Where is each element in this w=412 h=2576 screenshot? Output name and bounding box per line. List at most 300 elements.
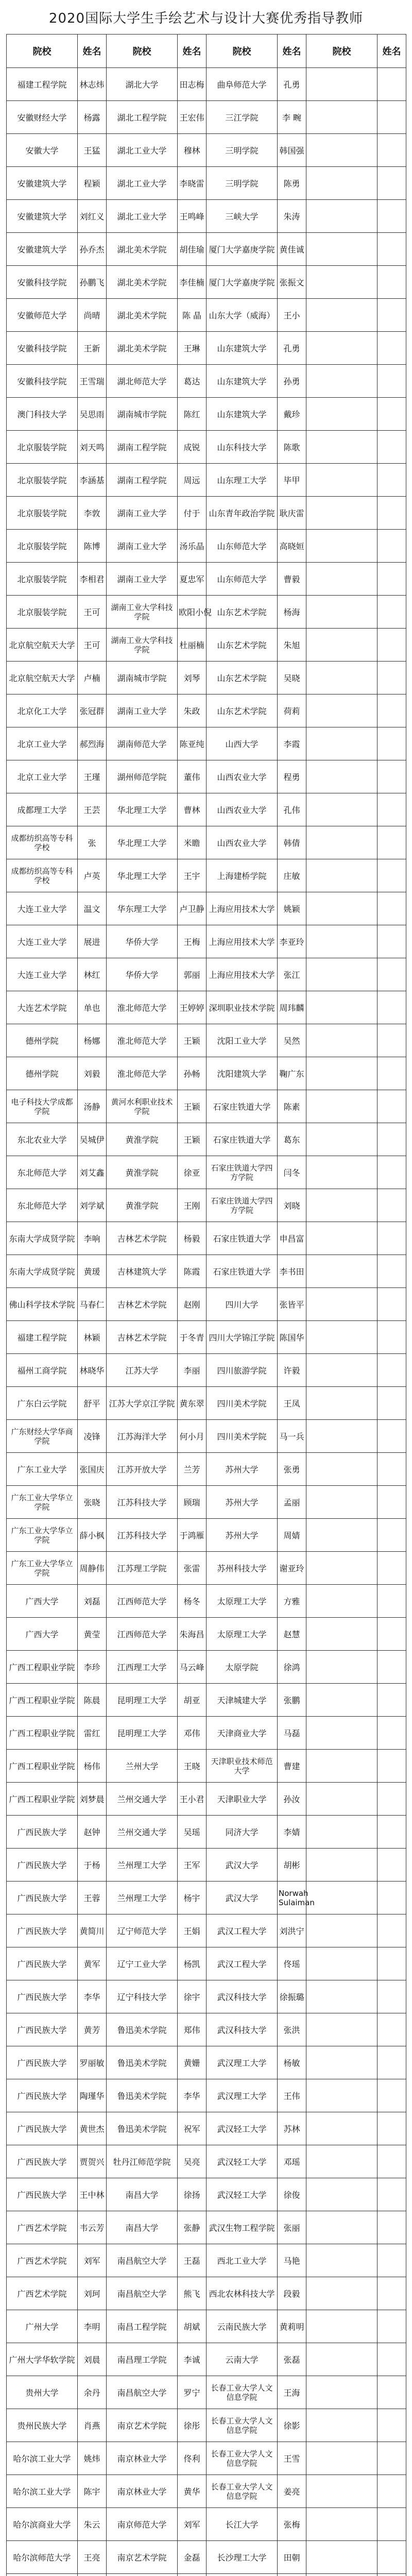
- school-cell: [306, 826, 377, 859]
- teacher-name-cell: [377, 727, 406, 760]
- school-cell: [306, 694, 377, 727]
- teacher-name-cell: 杨伟: [78, 1750, 107, 1783]
- teacher-name-cell: 朱云: [78, 2508, 107, 2541]
- school-cell: 天津职业技术师范大学: [207, 1750, 278, 1783]
- table-row: [7, 1947, 406, 1980]
- teacher-name-cell: 邓瑶: [278, 2145, 306, 2178]
- teacher-name-cell: 王伟: [278, 2079, 306, 2112]
- col-header-name: 姓名: [278, 35, 306, 68]
- teacher-name-cell: 于冬青: [178, 1321, 207, 1354]
- school-cell: 武汉理工大学: [207, 2046, 278, 2079]
- school-cell: 贵州大学: [7, 2376, 78, 2409]
- school-cell: 广西工程职业学院: [7, 1684, 78, 1717]
- school-cell: 四川美术学院: [207, 1420, 278, 1453]
- school-cell: 武汉理工大学: [207, 2079, 278, 2112]
- teacher-name-cell: 张丽: [278, 2211, 306, 2244]
- school-cell: [306, 2310, 377, 2343]
- school-cell: [306, 2013, 377, 2046]
- school-cell: 武汉轻工大学: [207, 2145, 278, 2178]
- school-cell: 北京服装学院: [7, 497, 78, 530]
- school-cell: 广西工程职业学院: [7, 1717, 78, 1750]
- teacher-name-cell: 孙勇: [278, 365, 306, 398]
- school-cell: 成都理工大学: [7, 793, 78, 826]
- school-cell: 广西大学: [7, 1585, 78, 1618]
- school-cell: 吉林艺术学院: [107, 1222, 178, 1255]
- school-cell: [306, 2244, 377, 2277]
- school-cell: [306, 1453, 377, 1486]
- teacher-name-cell: 李涵基: [78, 464, 107, 497]
- school-cell: [306, 1585, 377, 1618]
- school-cell: 长春工业大学人文信息学院: [207, 2409, 278, 2442]
- teacher-name-cell: 王娟: [178, 1914, 207, 1947]
- school-cell: 安徽科技学院: [7, 266, 78, 299]
- school-cell: [306, 1222, 377, 1255]
- school-cell: 山东建筑大学: [207, 365, 278, 398]
- school-cell: 太原学院: [207, 1651, 278, 1684]
- school-cell: 兰州理工大学: [107, 1882, 178, 1914]
- school-cell: 同济大学: [207, 1816, 278, 1849]
- teacher-name-cell: 朱旭: [278, 629, 306, 662]
- school-cell: 长春工业大学人文信息学院: [207, 2376, 278, 2409]
- teacher-name-cell: 米瞻: [178, 826, 207, 859]
- school-cell: [306, 2541, 377, 2574]
- table-row: [7, 2541, 406, 2574]
- school-cell: 广西民族大学: [7, 1849, 78, 1882]
- teacher-name-cell: [377, 1585, 406, 1618]
- school-cell: 武汉科技大学: [207, 2013, 278, 2046]
- school-cell: 安徽财经大学: [7, 101, 78, 134]
- table-row: [7, 299, 406, 332]
- school-cell: 哈尔滨工业大学: [7, 2475, 78, 2508]
- teacher-name-cell: [377, 1255, 406, 1288]
- school-cell: 南昌理工学院: [107, 2343, 178, 2376]
- school-cell: 武汉生物工程学院: [207, 2211, 278, 2244]
- school-cell: [306, 2079, 377, 2112]
- teacher-name-cell: 刘晨: [78, 2343, 107, 2376]
- school-cell: 成都纺织高等专科学校: [7, 859, 78, 892]
- school-cell: 山东艺术学院: [207, 596, 278, 629]
- table-row: [7, 629, 406, 662]
- teacher-name-cell: [377, 1882, 406, 1914]
- school-cell: 南京林业大学: [107, 2442, 178, 2475]
- school-cell: 三明学院: [207, 134, 278, 167]
- school-cell: 福建工程学院: [7, 1321, 78, 1354]
- teacher-name-cell: 孟丽: [278, 1486, 306, 1519]
- teacher-name-cell: 金磊: [178, 2541, 207, 2574]
- school-cell: 南昌大学: [107, 2178, 178, 2211]
- school-cell: 云南大学: [207, 2343, 278, 2376]
- school-cell: 武汉大学: [207, 1849, 278, 1882]
- school-cell: [306, 2376, 377, 2409]
- teacher-name-cell: 徐影: [278, 2409, 306, 2442]
- teacher-name-cell: 孙乔杰: [78, 233, 107, 266]
- school-cell: 广州大学: [7, 2310, 78, 2343]
- school-cell: 沈阳建筑大学: [207, 1057, 278, 1090]
- school-cell: 苏州大学: [207, 1486, 278, 1519]
- school-cell: 广西艺术学院: [7, 2244, 78, 2277]
- school-cell: [306, 1552, 377, 1585]
- school-cell: 湖南工程学院: [107, 464, 178, 497]
- teacher-name-cell: [377, 233, 406, 266]
- school-cell: 东南大学成贤学院: [7, 1255, 78, 1288]
- school-cell: 湖北工程学院: [107, 101, 178, 134]
- table-row: [7, 826, 406, 859]
- teacher-name-cell: [377, 431, 406, 464]
- teacher-name-cell: 李丽: [178, 1354, 207, 1387]
- school-cell: 湖南工业大学: [107, 497, 178, 530]
- table-row: [7, 68, 406, 101]
- teacher-name-cell: [377, 1849, 406, 1882]
- school-cell: [306, 431, 377, 464]
- school-cell: [306, 1651, 377, 1684]
- school-cell: 南昌工程学院: [107, 2310, 178, 2343]
- table-row: [7, 662, 406, 694]
- teacher-name-cell: 欧阳小倪: [178, 596, 207, 629]
- teacher-name-cell: 黄东翠: [178, 1387, 207, 1420]
- school-cell: 山东艺术学院: [207, 629, 278, 662]
- teacher-name-cell: 吴晓: [278, 662, 306, 694]
- teacher-name-cell: 闫冬: [278, 1156, 306, 1189]
- teacher-name-cell: 郑伟: [178, 2013, 207, 2046]
- teacher-name-cell: [377, 68, 406, 101]
- teacher-name-cell: 李诚: [178, 2343, 207, 2376]
- teacher-name-cell: 孔伟: [278, 793, 306, 826]
- teacher-name-cell: [377, 1354, 406, 1387]
- teacher-name-cell: 李婧: [278, 1816, 306, 1849]
- teacher-name-cell: 佟瑶: [278, 1947, 306, 1980]
- teacher-name-cell: 佟利: [178, 2442, 207, 2475]
- school-cell: [306, 1519, 377, 1552]
- school-cell: 广西艺术学院: [7, 2277, 78, 2310]
- school-cell: 石家庄铁道大学: [207, 1123, 278, 1156]
- school-cell: 石家庄铁道大学四方学院: [207, 1189, 278, 1222]
- teacher-name-cell: 王雪瑞: [78, 365, 107, 398]
- teacher-name-cell: 兰芳: [178, 1453, 207, 1486]
- teacher-name-cell: 胡亚: [178, 1684, 207, 1717]
- col-header-school: 院校: [7, 35, 78, 68]
- school-cell: [306, 530, 377, 563]
- school-cell: 南京师范大学: [107, 2508, 178, 2541]
- school-cell: [306, 1288, 377, 1321]
- teacher-name-cell: 夏忠军: [178, 563, 207, 596]
- school-cell: 厦门大学嘉庚学院: [207, 266, 278, 299]
- school-cell: 贵州民族大学: [7, 2409, 78, 2442]
- teacher-name-cell: 朱政: [178, 694, 207, 727]
- school-cell: [306, 1618, 377, 1651]
- table-row: [7, 1222, 406, 1255]
- school-cell: 澳门科技大学: [7, 398, 78, 431]
- teacher-name-cell: 林红: [78, 958, 107, 991]
- school-cell: 大连工业大学: [7, 925, 78, 958]
- table-row: [7, 464, 406, 497]
- school-cell: 北京服装学院: [7, 563, 78, 596]
- school-cell: 湖南工业大学: [107, 563, 178, 596]
- school-cell: 江苏大学京江学院: [107, 1387, 178, 1420]
- teacher-name-cell: 舒平: [78, 1387, 107, 1420]
- school-cell: 安徽科技学院: [7, 332, 78, 365]
- teacher-name-cell: 陈宇: [78, 2475, 107, 2508]
- teacher-name-cell: [377, 2211, 406, 2244]
- school-cell: 江苏科技大学: [107, 1486, 178, 1519]
- teacher-name-cell: 张勇: [278, 1453, 306, 1486]
- teacher-name-cell: 王军: [178, 1849, 207, 1882]
- school-cell: 广西民族大学: [7, 1816, 78, 1849]
- teacher-name-cell: 王宇: [178, 859, 207, 892]
- school-cell: 山西农业大学: [207, 760, 278, 793]
- school-cell: [306, 1024, 377, 1057]
- school-cell: 石家庄铁道大学: [207, 1090, 278, 1123]
- teacher-name-cell: 罗丽敏: [78, 2046, 107, 2079]
- teacher-name-cell: 王新: [78, 332, 107, 365]
- school-cell: 华北理工大学: [107, 793, 178, 826]
- teacher-name-cell: [377, 596, 406, 629]
- teacher-name-cell: [377, 1420, 406, 1453]
- table-row: [7, 1750, 406, 1783]
- teacher-name-cell: 王晓: [178, 1750, 207, 1783]
- school-cell: 福州工商学院: [7, 1354, 78, 1387]
- school-cell: 湖南工业大学: [107, 694, 178, 727]
- table-row: [7, 1354, 406, 1387]
- teacher-name-cell: 林晓华: [78, 1354, 107, 1387]
- teacher-name-cell: 毕甲: [278, 464, 306, 497]
- teacher-name-cell: [377, 332, 406, 365]
- school-cell: 大连工业大学: [7, 958, 78, 991]
- teacher-name-cell: [377, 892, 406, 925]
- school-cell: 江苏理工学院: [107, 1552, 178, 1585]
- school-cell: [306, 1090, 377, 1123]
- teacher-name-cell: 刘磊: [78, 1585, 107, 1618]
- teacher-name-cell: [377, 167, 406, 200]
- teacher-name-cell: 黄军: [78, 1947, 107, 1980]
- teacher-name-cell: 孔勇: [278, 68, 306, 101]
- school-cell: 厦门大学嘉庚学院: [207, 233, 278, 266]
- school-cell: 兰州大学: [107, 1750, 178, 1783]
- table-row: [7, 2244, 406, 2277]
- table-row: [7, 1618, 406, 1651]
- teacher-name-cell: 王中林: [78, 2178, 107, 2211]
- teacher-name-cell: [377, 1552, 406, 1585]
- school-cell: 武汉轻工大学: [207, 2178, 278, 2211]
- table-row: [7, 1387, 406, 1420]
- table-row: [7, 1420, 406, 1453]
- school-cell: 广东白云学院: [7, 1387, 78, 1420]
- teacher-name-cell: 张: [78, 826, 107, 859]
- teacher-name-cell: 孙汝: [278, 1783, 306, 1816]
- table-row: [7, 2046, 406, 2079]
- teacher-name-cell: 周婧: [278, 1519, 306, 1552]
- school-cell: 大连工业大学: [7, 892, 78, 925]
- teacher-name-cell: 刘天鸣: [78, 431, 107, 464]
- school-cell: 昆明理工大学: [107, 1684, 178, 1717]
- school-cell: 大连艺术学院: [7, 991, 78, 1024]
- teacher-name-cell: 汤静: [78, 1090, 107, 1123]
- teacher-name-cell: 马艳: [278, 2244, 306, 2277]
- teacher-name-cell: 王海: [278, 2376, 306, 2409]
- school-cell: 江西师范大学: [107, 1585, 178, 1618]
- teacher-name-cell: 马云峰: [178, 1651, 207, 1684]
- teacher-name-cell: 郭丽: [178, 958, 207, 991]
- teacher-name-cell: [278, 2574, 306, 2576]
- school-cell: 沈阳工业大学: [207, 1024, 278, 1057]
- teacher-name-cell: 黄莉明: [278, 2310, 306, 2343]
- school-cell: 德州学院: [7, 1057, 78, 1090]
- table-row: [7, 1123, 406, 1156]
- school-cell: 上海应用技术大学: [207, 958, 278, 991]
- teacher-name-cell: [377, 2277, 406, 2310]
- teacher-name-cell: 杨宇: [178, 1882, 207, 1914]
- school-cell: [306, 1684, 377, 1717]
- school-cell: 广东财经大学华商学院: [7, 1420, 78, 1453]
- school-cell: 三峡大学: [207, 200, 278, 233]
- teacher-name-cell: [377, 2409, 406, 2442]
- table-row: [7, 2145, 406, 2178]
- school-cell: [306, 1189, 377, 1222]
- school-cell: 四川大学: [207, 1288, 278, 1321]
- school-cell: [306, 1387, 377, 1420]
- teacher-name-cell: 邓伟: [178, 1717, 207, 1750]
- teacher-name-cell: 吴思雨: [78, 398, 107, 431]
- table-body: [7, 68, 406, 2576]
- teacher-name-cell: 李亚玲: [278, 925, 306, 958]
- school-cell: 广西民族大学: [7, 2145, 78, 2178]
- school-cell: 太原理工大学: [207, 1618, 278, 1651]
- school-cell: [306, 793, 377, 826]
- school-cell: 武汉大学: [207, 1882, 278, 1914]
- table-row: [7, 2277, 406, 2310]
- teacher-name-cell: 吴瑶: [178, 1816, 207, 1849]
- school-cell: 华北理工大学: [107, 826, 178, 859]
- teacher-name-cell: 曹毅: [278, 563, 306, 596]
- school-cell: 石家庄铁道大学四方学院: [207, 1156, 278, 1189]
- table-row: [7, 1980, 406, 2013]
- school-cell: 北京工业大学: [7, 727, 78, 760]
- table-row: [7, 2409, 406, 2442]
- school-cell: [306, 1882, 377, 1914]
- teacher-name-cell: [377, 1123, 406, 1156]
- school-cell: 湖南工程学院: [107, 431, 178, 464]
- teacher-name-cell: [377, 134, 406, 167]
- teacher-name-cell: 荷莉: [278, 694, 306, 727]
- teacher-name-cell: 卢英: [78, 859, 107, 892]
- table-row: [7, 958, 406, 991]
- teacher-name-cell: 于杨: [78, 1849, 107, 1882]
- teacher-name-cell: [377, 1486, 406, 1519]
- table-row: [7, 1717, 406, 1750]
- school-cell: 江苏海洋大学: [107, 1420, 178, 1453]
- table-row: [7, 1321, 406, 1354]
- school-cell: 南京林业大学: [107, 2475, 178, 2508]
- school-cell: 四川美术学院: [207, 1387, 278, 1420]
- teacher-name-cell: 刘晓: [278, 1189, 306, 1222]
- teacher-name-cell: 王磊: [178, 2244, 207, 2277]
- school-cell: 电子科技大学成都学院: [7, 1090, 78, 1123]
- table-row: [7, 1189, 406, 1222]
- school-cell: 南昌航空大学: [107, 2376, 178, 2409]
- school-cell: 湖北工业大学: [107, 134, 178, 167]
- teacher-name-cell: 徐俊: [278, 2178, 306, 2211]
- school-cell: 华侨大学: [107, 925, 178, 958]
- teacher-name-cell: 林志炜: [78, 68, 107, 101]
- teacher-name-cell: 杜丽楠: [178, 629, 207, 662]
- school-cell: 南昌航空大学: [107, 2277, 178, 2310]
- school-cell: [306, 1717, 377, 1750]
- school-cell: 安徽大学: [7, 134, 78, 167]
- school-cell: 湖北美术学院: [107, 332, 178, 365]
- school-cell: [306, 398, 377, 431]
- teacher-name-cell: 凌锋: [78, 1420, 107, 1453]
- teacher-name-cell: 田志梅: [178, 68, 207, 101]
- school-cell: 黄淮学院: [107, 1189, 178, 1222]
- teacher-name-cell: 葛东: [278, 1123, 306, 1156]
- table-row: [7, 925, 406, 958]
- teacher-name-cell: 杨娜: [78, 1024, 107, 1057]
- school-cell: 广西民族大学: [7, 1914, 78, 1947]
- teacher-name-cell: 王宏伟: [178, 101, 207, 134]
- teacher-name-cell: 黄瑗: [78, 1255, 107, 1288]
- teacher-name-cell: [377, 1519, 406, 1552]
- teacher-name-cell: 展进: [78, 925, 107, 958]
- teacher-name-cell: 陈博: [78, 530, 107, 563]
- teacher-name-cell: [377, 2244, 406, 2277]
- teacher-name-cell: 杨凯: [178, 1947, 207, 1980]
- teacher-name-cell: 张江: [278, 958, 306, 991]
- school-cell: [306, 629, 377, 662]
- school-cell: [306, 859, 377, 892]
- teacher-name-cell: 程颖: [78, 167, 107, 200]
- table-row: [7, 1651, 406, 1684]
- school-cell: [306, 727, 377, 760]
- teacher-name-cell: [178, 2574, 207, 2576]
- teacher-name-cell: [377, 365, 406, 398]
- teacher-name-cell: 王可: [78, 596, 107, 629]
- teacher-name-cell: 李华: [178, 2079, 207, 2112]
- school-cell: 湖南城市学院: [107, 662, 178, 694]
- school-cell: 北京服装学院: [7, 431, 78, 464]
- school-cell: [306, 1783, 377, 1816]
- teacher-name-cell: 卢卫静: [178, 892, 207, 925]
- teacher-name-cell: 穆林: [178, 134, 207, 167]
- school-cell: [306, 1354, 377, 1387]
- table-row: [7, 1024, 406, 1057]
- teacher-name-cell: [377, 694, 406, 727]
- table-row: [7, 134, 406, 167]
- table-row: [7, 530, 406, 563]
- teacher-name-cell: 郝烈海: [78, 727, 107, 760]
- table-row: [7, 233, 406, 266]
- school-cell: 四川旅游学院: [207, 1354, 278, 1387]
- school-cell: 山西农业大学: [207, 826, 278, 859]
- teacher-name-cell: 曹建: [278, 1750, 306, 1783]
- teacher-name-cell: 吴然: [278, 1024, 306, 1057]
- school-cell: 天津职业大学: [207, 1783, 278, 1816]
- teacher-name-cell: [377, 2046, 406, 2079]
- school-cell: [306, 200, 377, 233]
- teacher-name-cell: 黄世杰: [78, 2112, 107, 2145]
- teacher-name-cell: [377, 2145, 406, 2178]
- table-row: [7, 1057, 406, 1090]
- teacher-name-cell: 王颖: [178, 1024, 207, 1057]
- teacher-name-cell: 曹林: [178, 793, 207, 826]
- teacher-name-cell: 付于: [178, 497, 207, 530]
- school-cell: 广东工业大学华立学院: [7, 1519, 78, 1552]
- teacher-name-cell: 马磊: [278, 1717, 306, 1750]
- teacher-name-cell: [377, 859, 406, 892]
- teacher-name-cell: 张洪: [278, 2013, 306, 2046]
- school-cell: 鲁迅美术学院: [107, 2046, 178, 2079]
- table-row: [7, 200, 406, 233]
- school-cell: 山西大学: [207, 727, 278, 760]
- teacher-name-cell: 徐亚: [178, 1156, 207, 1189]
